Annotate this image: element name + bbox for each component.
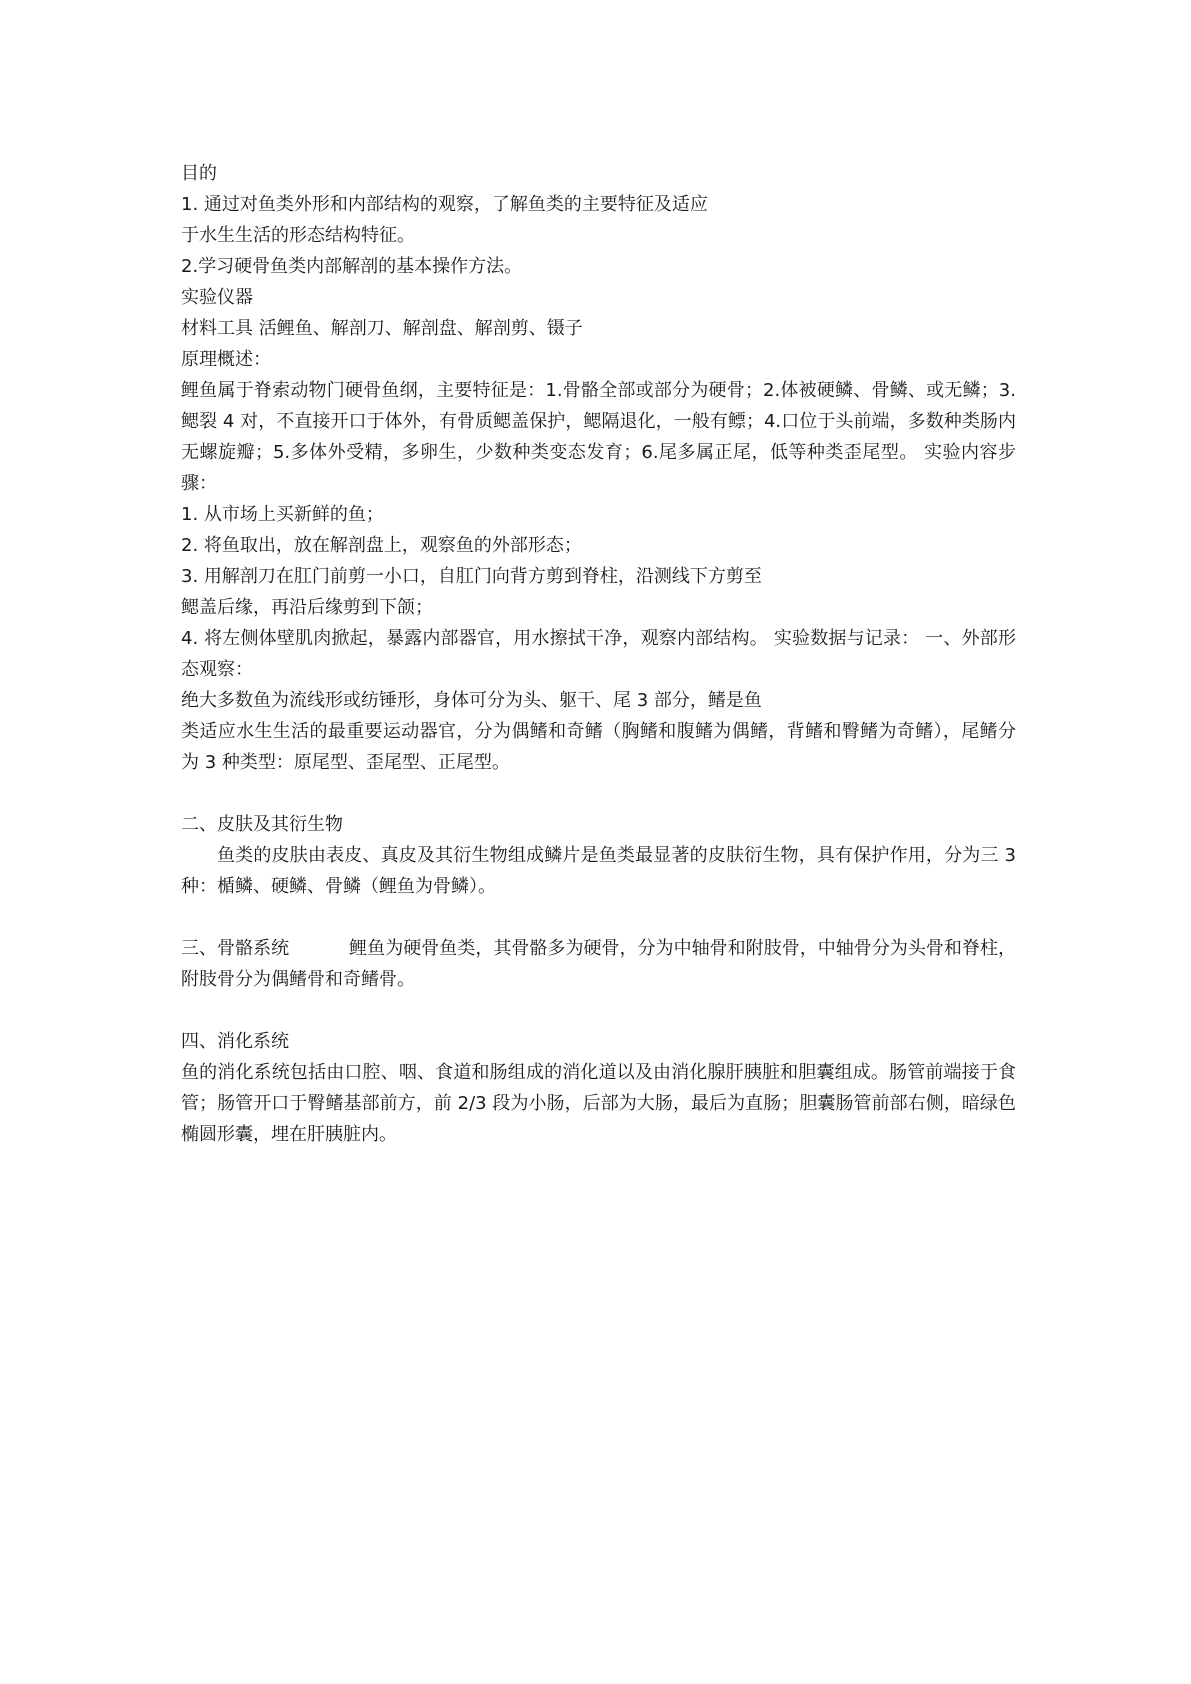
materials-line: 材料工具 活鲤鱼、解剖刀、解剖盘、解剖剪、镊子 <box>181 318 583 339</box>
skeleton-section <box>181 933 1016 995</box>
spacer <box>181 995 1016 1026</box>
digestive-heading: 四、消化系统 <box>181 1031 289 1052</box>
external-paragraph-b: 类适应水生生活的最重要运动器官，分为偶鳍和奇鳍（胸鳍和腹鳍为偶鳍，背鳍和臀鳍为奇鳍），尾鳍分为 3 种类型：原尾型、歪尾型、正尾型。 <box>181 721 1016 773</box>
skin-heading: 二、皮肤及其衍生物 <box>181 814 343 835</box>
step-3b: 鳃盖后缘，再沿后缘剪到下颌； <box>181 597 433 618</box>
digestive-paragraph: 鱼的消化系统包括由口腔、咽、食道和肠组成的消化道以及由消化腺肝胰脏和胆囊组成。肠管前端接于食管；肠管开口于臀鳍基部前方，前 2/3 段为小肠，后部为大肠，最后为直肠；胆囊肠管前部右侧，暗绿色椭圆形囊，埋在肝胰脏内。 <box>181 1062 1016 1145</box>
principle-heading: 原理概述： <box>181 349 271 370</box>
purpose-item-1a: 1. 通过对鱼类外形和内部结构的观察，了解鱼类的主要特征及适应 <box>181 194 708 215</box>
skeleton-paragraph: 鲤鱼为硬骨鱼类，其骨骼多为硬骨，分为中轴骨和附肢骨，中轴骨分为头骨和脊柱，附肢骨分为偶鳍骨和奇鳍骨。 <box>181 938 1016 990</box>
skin-paragraph: 鱼类的皮肤由表皮、真皮及其衍生物组成鳞片是鱼类最显著的皮肤衍生物，具有保护作用，分为三 3 种：楯鳞、硬鳞、骨鳞（鲤鱼为骨鳞）。 <box>181 845 1016 897</box>
step-3a: 3. 用解剖刀在肛门前剪一小口，自肛门向背方剪到脊柱，沿测线下方剪至 <box>181 566 762 587</box>
purpose-item-1b: 于水生生活的形态结构特征。 <box>181 225 415 246</box>
external-line-a: 绝大多数鱼为流线形或纺锤形，身体可分为头、躯干、尾 3 部分，鳍是鱼 <box>181 690 762 711</box>
document-body <box>181 158 1016 1150</box>
step-1: 1. 从市场上买新鲜的鱼； <box>181 504 384 525</box>
instrument-heading: 实验仪器 <box>181 287 253 308</box>
skeleton-heading: 三、骨骼系统 <box>181 938 290 959</box>
purpose-heading: 目的 <box>181 163 217 184</box>
spacer <box>181 902 1016 933</box>
spacer <box>181 778 1016 809</box>
purpose-item-2: 2.学习硬骨鱼类内部解剖的基本操作方法。 <box>181 256 523 277</box>
step-4: 4. 将左侧体壁肌肉掀起，暴露内部器官，用水擦拭干净，观察内部结构。 实验数据与记录： 一、外部形态观察： <box>181 628 1016 680</box>
step-2: 2. 将鱼取出，放在解剖盘上，观察鱼的外部形态； <box>181 535 582 556</box>
principle-paragraph: 鲤鱼属于脊索动物门硬骨鱼纲，主要特征是：1.骨骼全部或部分为硬骨；2.体被硬鳞、骨鳞、或无鳞；3.鳃裂 4 对，不直接开口于体外，有骨质鳃盖保护，鳃隔退化，一般有鳔；4.口位于头前端，多数种类肠内无螺旋瓣；5.多体外受精，多卵生，少数种类变态发育；6.尾多属正尾，低等种类歪尾型。 实验内容步骤： <box>181 380 1016 494</box>
